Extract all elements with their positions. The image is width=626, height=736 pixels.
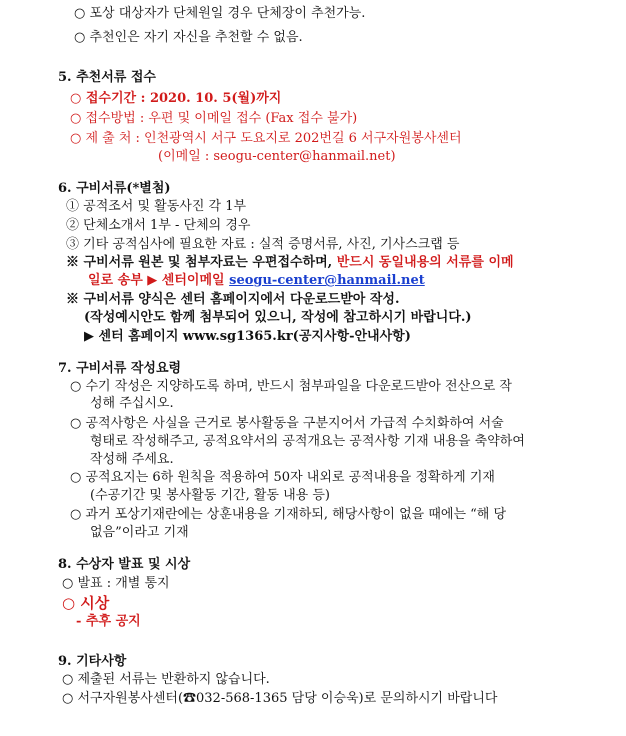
text-line: 없음”이라고 기재: [90, 525, 189, 540]
section-heading: 6. 구비서류(*별첨): [58, 181, 171, 196]
section-heading: 9. 기타사항: [58, 654, 127, 669]
text-line: (작성예시안도 함께 첨부되어 있으니, 작성에 참고하시기 바랍니다.): [84, 310, 472, 325]
text-span-red: 반드시 동일내용의 서류를 이메: [336, 255, 514, 270]
text-line: ○ 접수방법 : 우편 및 이메일 접수 (Fax 접수 불가): [70, 111, 358, 126]
text-line: ○ 포상 대상자가 단체원일 경우 단체장이 추천가능.: [74, 6, 366, 21]
text-line: 성해 주십시오.: [90, 396, 174, 411]
text-line: - 추후 공지: [76, 614, 141, 629]
text-line: ○ 접수기간 : 2020. 10. 5(월)까지: [70, 91, 282, 106]
text-line: ○ 과거 포상기재란에는 상훈내용을 기재하되, 해당사항이 없을 때에는 “해 당: [70, 507, 507, 522]
text-line: ○ 시상: [62, 594, 110, 612]
text-line: ○ 제 출 처 : 인천광역시 서구 도요지로 202번길 6 서구자원봉사센터: [70, 131, 462, 146]
text-line: ▶ 센터 홈페이지 www.sg1365.kr(공지사항-안내사항): [84, 329, 411, 344]
text-span: ※ 구비서류 원본 및 첨부자료는 우편접수하며,: [66, 255, 337, 270]
text-line: ○ 발표 : 개별 통지: [62, 576, 170, 591]
section-heading: 7. 구비서류 작성요령: [58, 361, 182, 376]
text-line: ○ 추천인은 자기 자신을 추천할 수 없음.: [74, 30, 303, 45]
text-line: ② 단체소개서 1부 - 단체의 경우: [66, 218, 251, 233]
text-line: (이메일 : seogu-center@hanmail.net): [158, 149, 396, 164]
text-line: ※ 구비서류 양식은 센터 홈페이지에서 다운로드받아 작성.: [66, 292, 400, 307]
text-line: ① 공적조서 및 활동사진 각 1부: [66, 199, 247, 214]
text-line: 작성해 주세요.: [90, 452, 174, 467]
section-heading: 5. 추천서류 접수: [58, 70, 156, 85]
text-line: ○ 수기 작성은 지양하도록 하며, 반드시 첨부파일을 다운로드받아 전산으로 작: [70, 379, 512, 394]
text-line: ○ 공적사항은 사실을 근거로 봉사활동을 구분지어서 가급적 수치화하여 서술: [70, 416, 504, 431]
text-line: ③ 기타 공적심사에 필요한 자료 : 실적 증명서류, 사진, 기사스크랩 등: [66, 237, 460, 252]
text-line: [66, 254, 514, 272]
section-heading: 8. 수상자 발표 및 시상: [58, 557, 191, 572]
text-span: 일로 송부 ▶ 센터이메일: [88, 273, 230, 288]
text-line: ○ 제출된 서류는 반환하지 않습니다.: [62, 672, 270, 687]
email-link[interactable]: seogu-center@hanmail.net: [229, 273, 425, 288]
text-line: ○ 서구자원봉사센터(☎032-568-1365 담당 이승욱)로 문의하시기 바랍니다: [62, 691, 498, 706]
text-line: 형태로 작성해주고, 공적요약서의 공적개요는 공적사항 기재 내용을 축약하여: [90, 434, 525, 449]
text-line: [88, 272, 425, 290]
text-line: (수공기간 및 봉사활동 기간, 활동 내용 등): [90, 488, 330, 503]
text-line: ○ 공적요지는 6하 원칙을 적용하여 50자 내외로 공적내용을 정확하게 기재: [70, 470, 495, 485]
